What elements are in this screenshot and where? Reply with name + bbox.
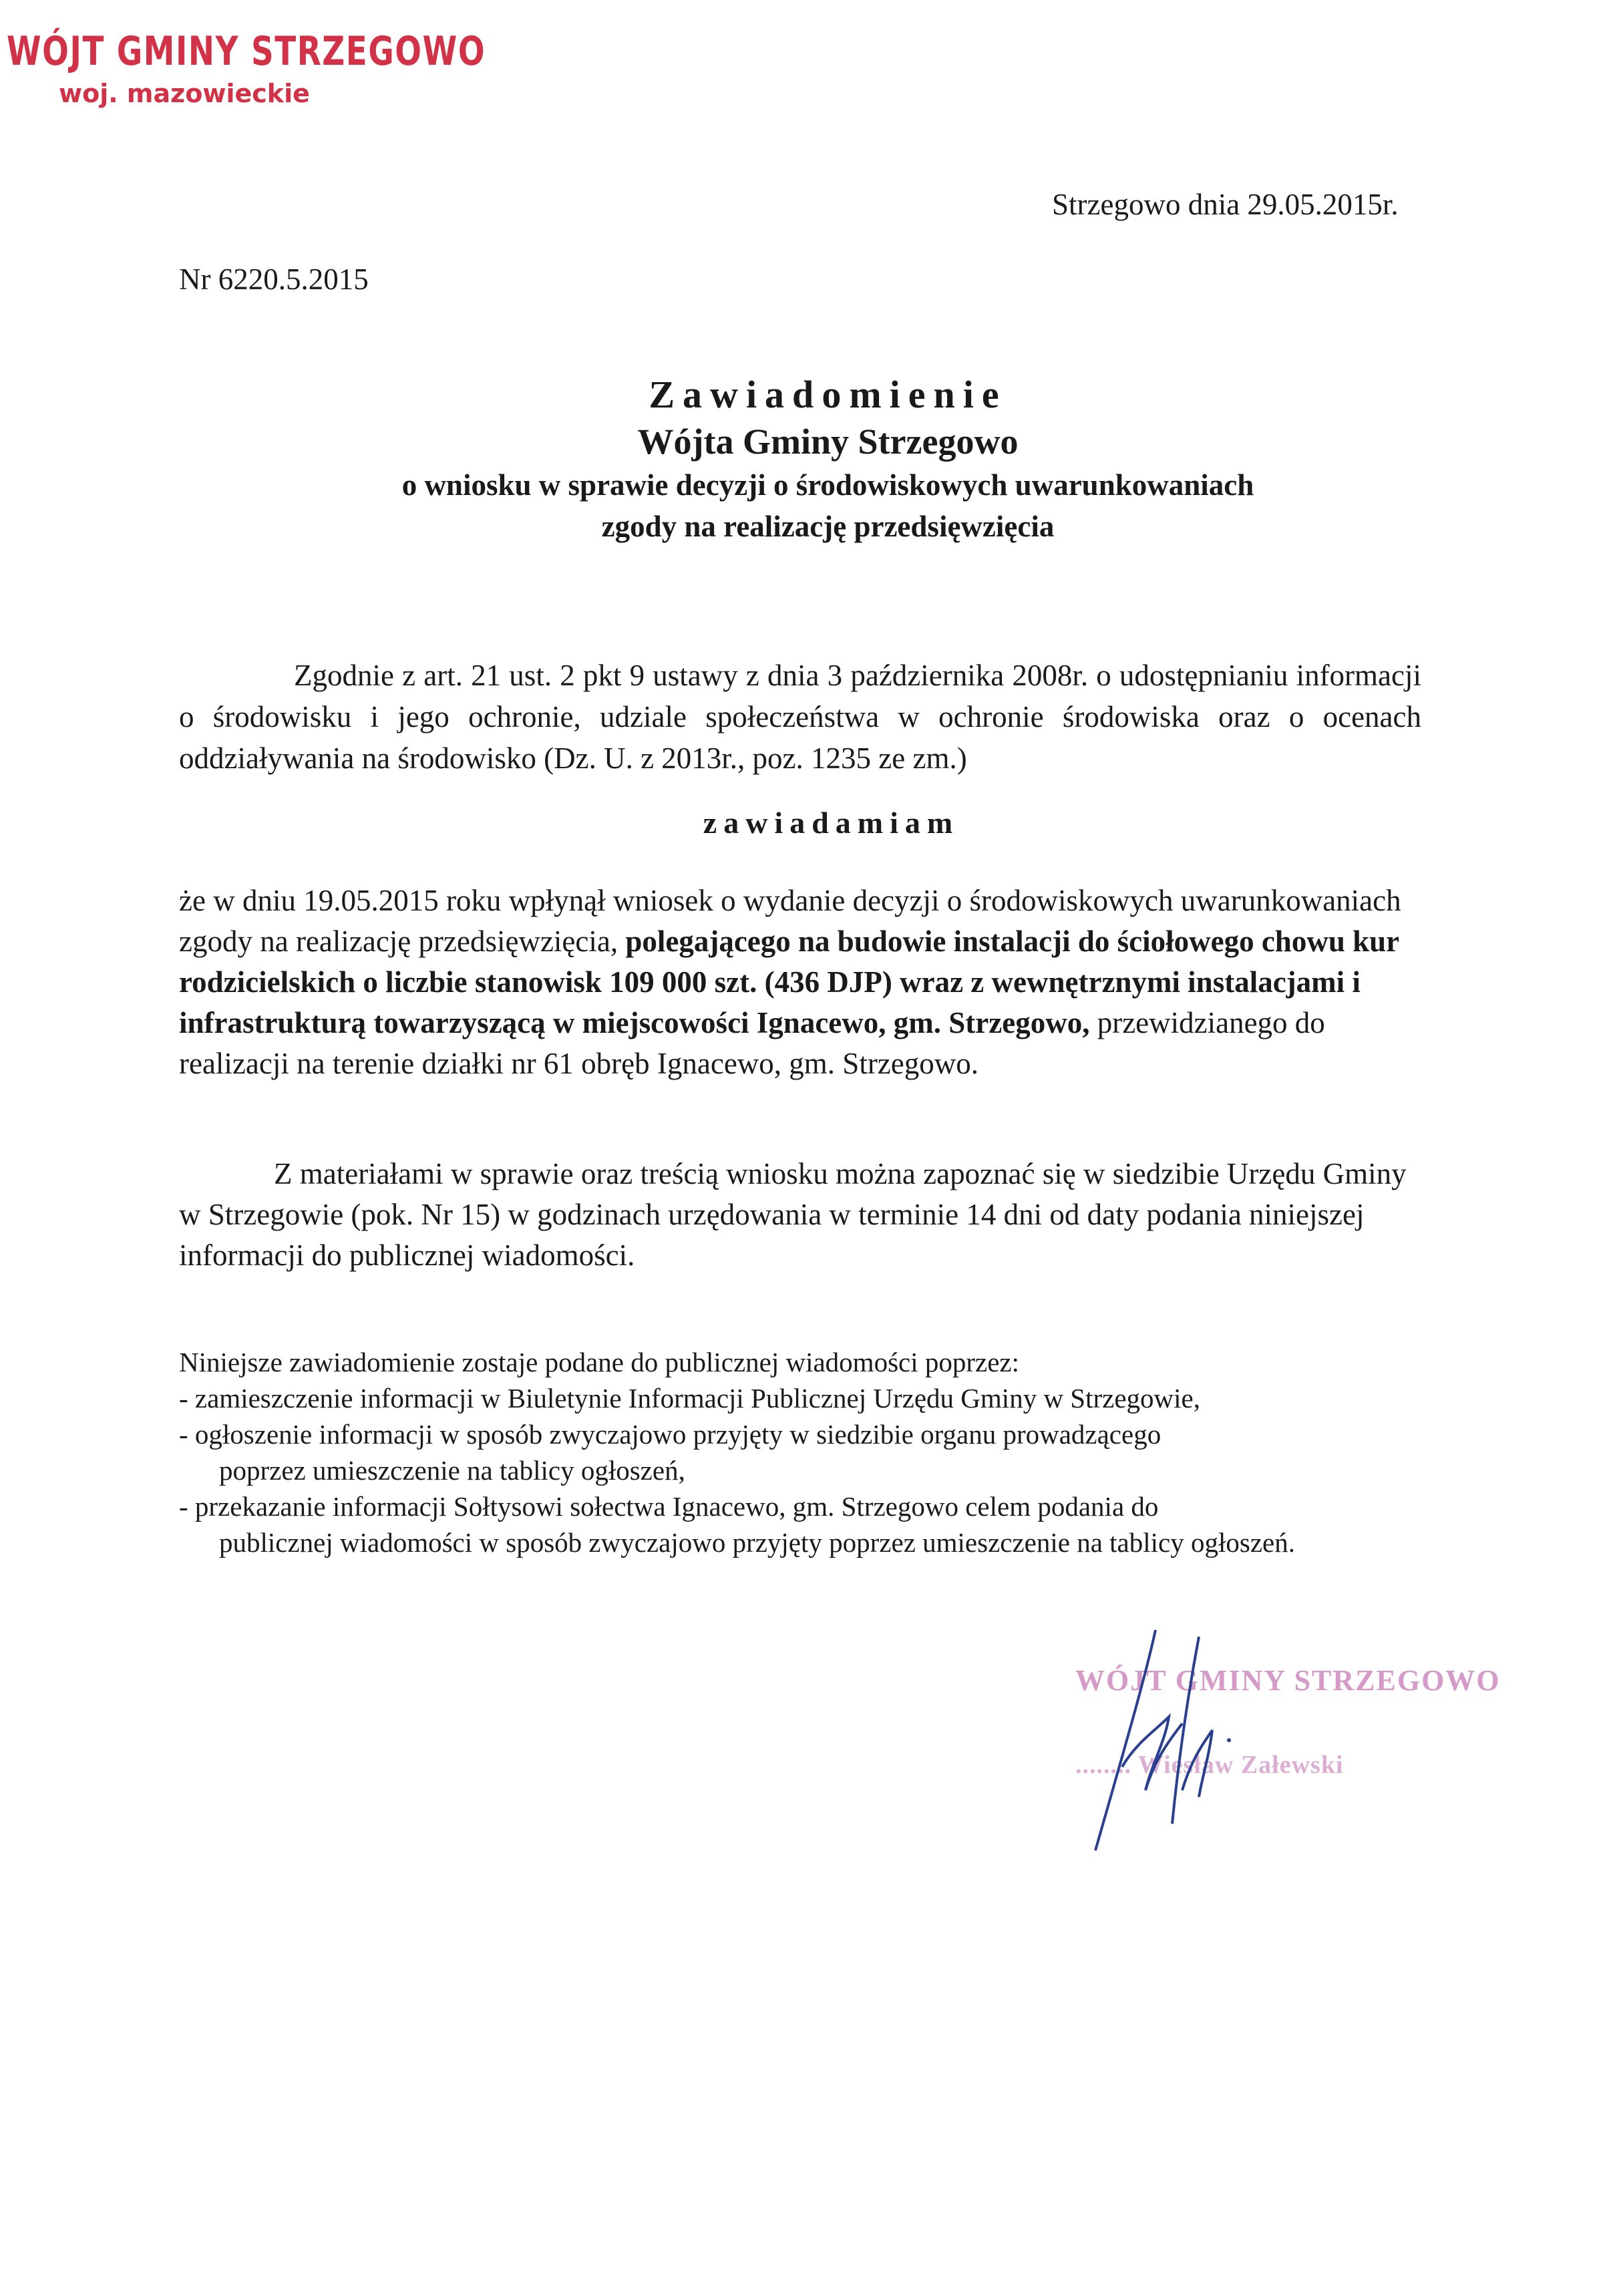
distribution-intro: Niniejsze zawiadomienie zostaje podane do publicznej wiadomości poprzez: <box>179 1347 1020 1377</box>
title-line-3: o wniosku w sprawie decyzji o środowiskowych uwarunkowaniach <box>401 468 1254 502</box>
signature-stamp-line-2: ........ Wiesław Załewski <box>1075 1751 1344 1779</box>
request-text-bold: polegającego na budowie instalacji do ściołowego chowu kur rodzicielskich o liczbie stanowisk 109 000 szt. (436 DJP) wraz z wewnętrznymi instalacjami i infrastrukturą towarzyszącą w miejscowości Ignacewo, gm. Strzegowo, <box>179 925 1399 1039</box>
distribution-item-2: - ogłoszenie informacji w sposób zwyczajowo przyjęty w siedzibie organu prowadzącego <box>179 1419 1161 1450</box>
distribution-item-3-cont: publicznej wiadomości w sposób zwyczajowo przyjęty poprzez umieszczenie na tablicy ogłoszeń. <box>219 1527 1295 1558</box>
handwritten-signature <box>1082 1623 1256 1864</box>
office-stamp <box>7 28 620 108</box>
request-text-1: że w dniu 19.05.2015 roku wpłynął wniosek o wydanie decyzji o środowiskowych uwarunkowaniach zgody na realizację przedsięwzięcia, <box>179 884 1401 958</box>
title-line-2: Wójta Gminy Strzegowo <box>637 422 1019 462</box>
legal-basis-text: Zgodnie z art. 21 ust. 2 pkt 9 ustawy z dnia 3 października 2008r. o udostępnianiu informacji o środowisku i jego ochronie, udziale społeczeństwa w ochronie środowiska oraz o ocenach oddziaływania na środowisko (Dz. U. z 2013r., poz. 1235 ze zm.) <box>179 659 1421 775</box>
distribution-item-2-cont: poprzez umieszczenie na tablicy ogłoszeń, <box>219 1455 685 1486</box>
signature-stamp-line-1: WÓJT GMINY STRZEGOWO <box>1075 1664 1501 1697</box>
stamp-line-2: woj. mazowieckie <box>59 79 310 108</box>
distribution-item-1: - zamieszczenie informacji w Biuletynie Informacji Publicznej Urzędu Gminy w Strzegowie, <box>179 1383 1200 1414</box>
title-line-1: Zawiadomienie <box>649 373 1007 416</box>
stamp-line-1: WÓJT GMINY STRZEGOWO <box>7 28 486 75</box>
notify-heading: zawiadamiam <box>703 806 960 840</box>
distribution-item-3: - przekazanie informacji Sołtysowi sołectwa Ignacewo, gm. Strzegowo celem podania do <box>179 1491 1159 1522</box>
document-date: Strzegowo dnia 29.05.2015r. <box>1052 188 1399 221</box>
document-title <box>0 371 1609 547</box>
materials-text: Z materiałami w sprawie oraz treścią wniosku można zapoznać się w siedzibie Urzędu Gminy w Strzegowie (pok. Nr 15) w godzinach urzędowania w terminie 14 dni od daty podania niniejszej informacji do publicznej wiadomości. <box>179 1157 1407 1272</box>
materials-paragraph <box>179 1154 1421 1276</box>
distribution-list <box>179 1344 1448 1561</box>
legal-basis-paragraph <box>179 655 1421 779</box>
title-line-4: zgody na realizację przedsięwzięcia <box>601 510 1055 543</box>
request-text-2: przewidzianego do realizacji na terenie działki nr 61 obręb Ignacewo, gm. Strzegowo. <box>179 1006 1325 1080</box>
request-paragraph <box>179 880 1421 1084</box>
reference-number: Nr 6220.5.2015 <box>179 263 369 296</box>
